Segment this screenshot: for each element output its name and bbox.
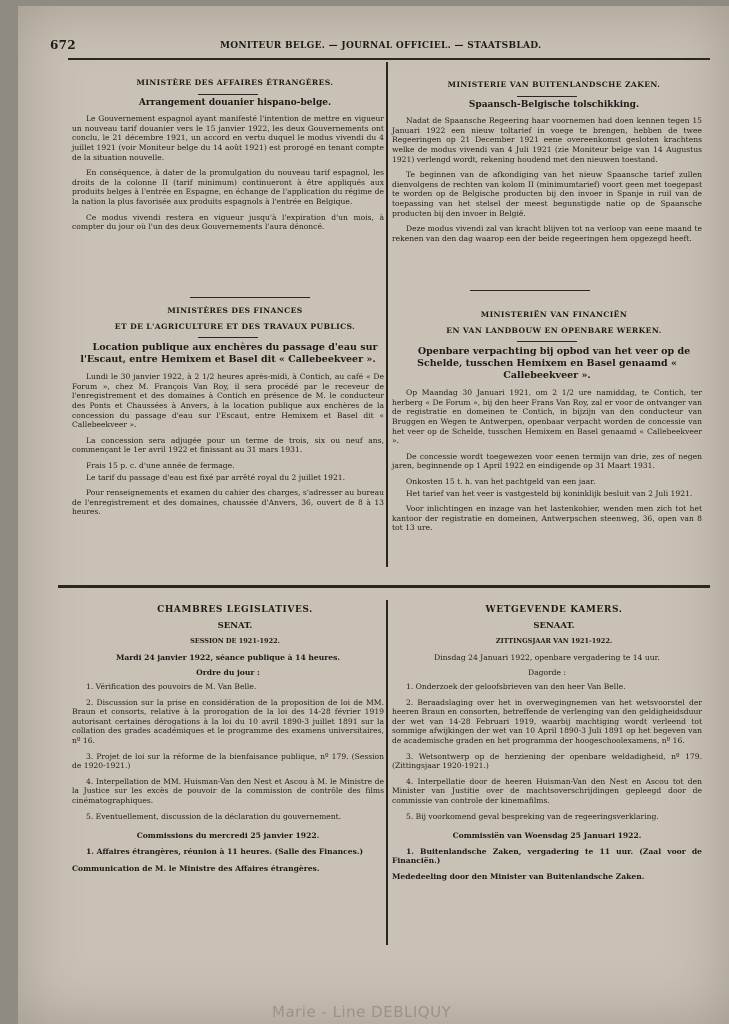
chamber-title: CHAMBRES LEGISLATIVES. bbox=[157, 605, 313, 615]
agenda-item: 3. Projet de loi sur la réforme de la bienfaisance publique, nº 179. (Session de 1920-1921.) bbox=[72, 751, 384, 771]
paragraph: Het tarief van het veer is vastgesteld bij koninklijk besluit van 2 Juli 1921. bbox=[406, 488, 693, 498]
chamber-title: WETGEVENDE KAMERS. bbox=[485, 605, 623, 615]
paragraph: Voor inlichtingen en inzage van het lastenkohier, wenden men zich tot het kantoor der registratie en domeinen, Antwerpschen steenweg, 36, open van 8 tot 13 ure. bbox=[392, 504, 702, 533]
paragraph: Deze modus vivendi zal van kracht blijven tot na verloop van eene maand te rekenen van den dag waarop een der beide regeeringen hem opgezegd heeft. bbox=[392, 224, 702, 243]
watermark: Marie - Line DEBLIQUY bbox=[272, 1003, 452, 1021]
paragraph: Pour renseignements et examen du cahier des charges, s'adresser au bureau de l'enregistrement et des domaines, chaussée d'Anvers, 36, ouvert de 8 à 13 heures. bbox=[72, 488, 384, 517]
paragraph: Nadat de Spaansche Regeering haar voornemen had doen kennen tegen 15 Januari 1922 een nieuw toltarief in voege te brengen, hebben de twee Regeeringen op 21 December 1921 eene overeenkomst gesloten krachtens welke de modus vivendi van 4 Juli 1921 (zie Moniteur belge van 14 Augustus 1921) verlengd wordt, rekening houdend met den nieuwen toestand. bbox=[392, 116, 702, 164]
ministry-title: MINISTÈRES DES FINANCES bbox=[167, 306, 303, 315]
top-column-divider bbox=[386, 62, 388, 567]
senate-title: SENAAT. bbox=[533, 620, 575, 631]
ferry-lease-notice-nl bbox=[392, 310, 702, 539]
foreign-affairs-notice-fr bbox=[72, 78, 384, 238]
committee-item: 1. Affaires étrangères, réunion à 11 heures. (Salle des Finances.) bbox=[86, 846, 364, 856]
paragraph: Le tarif du passage d'eau est fixé par arrêté royal du 2 juillet 1921. bbox=[86, 472, 346, 482]
short-rule bbox=[517, 341, 577, 342]
paragraph: La concession sera adjugée pour un terme de trois, six ou neuf ans, commençant le 1er avril 1922 et finissant au 31 mars 1931. bbox=[72, 435, 384, 455]
top-left-rule bbox=[190, 297, 310, 298]
header-rule bbox=[68, 58, 710, 60]
senate-agenda-fr bbox=[72, 606, 384, 880]
ferry-lease-notice-fr bbox=[72, 306, 384, 523]
agenda-item: 1. Vérification des pouvoirs de M. Van Belle. bbox=[86, 681, 257, 691]
agenda-item: 4. Interpellation de MM. Huisman-Van den Nest et Ascou à M. le Ministre de la Justice sur les excès de pouvoir de la commission de contrôle des films cinématographiques. bbox=[72, 776, 384, 805]
section-rule bbox=[58, 585, 710, 588]
page-number: 672 bbox=[50, 38, 76, 52]
agenda-title: Dagorde : bbox=[527, 668, 566, 678]
short-rule bbox=[198, 94, 258, 95]
session-label: ZITTINGSJAAR VAN 1921-1922. bbox=[495, 637, 613, 646]
top-right-rule bbox=[470, 290, 590, 291]
communication-line: Mededeeling door den Minister van Buitenlandsche Zaken. bbox=[392, 871, 645, 881]
sitting-line: Mardi 24 janvier 1922, séance publique à 14 heures. bbox=[115, 652, 341, 662]
agenda-item: 2. Discussion sur la prise en considération de la proposition de loi de MM. Braun et consorts, relative à la prorogation de la loi des 14-28 février 1919 autorisant certaines dérogations à la loi du 10 avril 1890-3 juillet 1891 sur la collation des grades académiques et le programme des examens universitaires, nº 16. bbox=[72, 697, 384, 745]
paragraph: Onkosten 15 t. h. van het pachtgeld van een jaar. bbox=[406, 476, 596, 486]
paragraph: De concessie wordt toegewezen voor eenen termijn van drie, zes of negen jaren, beginnende op 1 April 1922 en eindigende op 31 Maart 1931. bbox=[392, 451, 702, 471]
senate-title: SENAT. bbox=[217, 620, 253, 631]
paragraph: Frais 15 p. c. d'une année de fermage. bbox=[86, 460, 235, 470]
paragraph: Le Gouvernement espagnol ayant manifesté l'intention de mettre en vigueur un nouveau tarif douanier vers le 15 janvier 1922, les deux Gouvernements ont conclu, le 21 décembre 1921, un accord en vertu duquel le modus vivendi du 4 juillet 1921 (voir Moniteur belge du 14 août 1921) est prorogé en tenant compte de la situation nouvelle. bbox=[72, 114, 384, 162]
ministry-title: MINISTERIE VAN BUITENLANDSCHE ZAKEN. bbox=[447, 80, 661, 89]
agenda-item: 4. Interpellatie door de heeren Huisman-Van den Nest en Ascou tot den Minister van Justitie over de machtsoverschrijdingen gepleegd door de commissie van controle der kinemafilms. bbox=[392, 776, 702, 805]
notice-heading: Arrangement douanier hispano-belge. bbox=[138, 97, 332, 108]
agenda-item: 5. Bij voorkomend geval bespreking van de regeeringsverklaring. bbox=[406, 811, 659, 821]
paragraph: Te beginnen van de afkondiging van het nieuw Spaansche tarief zullen dienvolgens de rechten van kolom II (minimumtarief) voort geen met toegepast te worden op de Belgische producten bij den invoer in Spanje in ruil van de toepassing van het stelsel der meest begunstigde natie op de Spaansche producten bij den invoer in België. bbox=[392, 170, 702, 218]
committee-title: Commissiën van Woensdag 25 Januari 1922. bbox=[452, 831, 642, 841]
agenda-item: 5. Eventuellement, discussion de la déclaration du gouvernement. bbox=[86, 811, 342, 821]
agenda-item: 3. Wetsontwerp op de herziening der openbare weldadigheid, nº 179. (Zittingsjaar 1920-1921.) bbox=[392, 751, 702, 771]
ministry-title: MINISTERIËN VAN FINANCIËN bbox=[480, 310, 628, 319]
paragraph: Lundi le 30 janvier 1922, à 2 1/2 heures après-midi, à Contich, au café « De Forum », chez M. François Van Roy, il sera procédé par le receveur de l'enregistrement et des domaines à Contich en présence de M. le conducteur des Ponts et Chaussées à Anvers, à la location publique aux enchères de la concession du passage d'eau sur l'Escaut, entre Hemixem et Basel dit « Callebeekveer ». bbox=[72, 372, 384, 430]
ministry-subtitle: EN VAN LANDBOUW EN OPENBARE WERKEN. bbox=[446, 325, 662, 335]
page-header bbox=[50, 38, 700, 56]
ministry-subtitle: ET DE L'AGRICULTURE ET DES TRAVAUX PUBLICS. bbox=[114, 321, 356, 331]
bottom-column-divider bbox=[386, 600, 388, 945]
session-label: SESSION DE 1921-1922. bbox=[190, 637, 280, 646]
paragraph: Op Maandag 30 Januari 1921, om 2 1/2 ure namiddag, te Contich, ter herberg « De Forum », bij den heer Frans Van Roy, zal er voor de ontvanger van de registratie en domeinen te Contich, in bijzijn van den conducteur van Bruggen en Wegen te Antwerpen, openbaar verpacht worden de concessie van het veer op de Schelde, tusschen Hemixem en Basel genaamd « Callebeekveer ». bbox=[392, 388, 702, 446]
short-rule bbox=[517, 96, 577, 97]
foreign-affairs-notice-nl bbox=[392, 80, 702, 249]
committee-item: 1. Buitenlandsche Zaken, vergadering te 11 uur. (Zaal voor de Financiën.) bbox=[392, 846, 702, 866]
ministry-title: MINISTÈRE DES AFFAIRES ÉTRANGÈRES. bbox=[136, 78, 334, 87]
short-rule bbox=[198, 337, 258, 338]
communication-line: Communication de M. le Ministre des Affaires étrangères. bbox=[72, 864, 320, 874]
journal-title: MONITEUR BELGE. — JOURNAL OFFICIEL. — STAATSBLAD. bbox=[220, 41, 542, 51]
sitting-line: Dinsdag 24 Januari 1922, openbare vergadering te 14 uur. bbox=[434, 652, 660, 662]
agenda-item: 1. Onderzoek der geloofsbrieven van den heer Van Belle. bbox=[406, 681, 626, 691]
paragraph: En conséquence, à dater de la promulgation du nouveau tarif espagnol, les droits de la colonne II (tarif minimum) continueront à être appliqués aux produits belges à l'entrée en Espagne, en échange de l'application du régime de la nation la plus favorisée aux produits espagnols à l'entrée en Belgique. bbox=[72, 168, 384, 206]
agenda-title: Ordre du jour : bbox=[196, 668, 260, 678]
committee-title: Commissions du mercredi 25 janvier 1922. bbox=[136, 831, 320, 841]
agenda-item: 2. Beraadslaging over het in overwegingnemen van het wetsvoorstel der heeren Braun en consorten, betreffende de verlenging van den geldigheidsduur der wet van 14-28 Februari 1919, waarbij machtiging wordt verleend tot sommige afwijkingen der wet van 10 April 1890-3 Juli 1891 op het begeven van de academische graden en het programma der hoogeschoolexamens, nº 16. bbox=[392, 697, 702, 745]
notice-heading: Openbare verpachting bij opbod van het veer op de Schelde, tusschen Hemixem en Basel genaamd « Callebeekveer ». bbox=[417, 346, 691, 382]
paragraph: Ce modus vivendi restera en vigueur jusqu'à l'expiration d'un mois, à compter du jour où l'un des deux Gouvernements l'aura dénoncé. bbox=[72, 212, 384, 232]
notice-heading: Location publique aux enchères du passage d'eau sur l'Escaut, entre Hemixem et Basel dit « Callebeekveer ». bbox=[80, 342, 378, 366]
senate-agenda-nl bbox=[392, 606, 702, 887]
notice-heading: Spaansch-Belgische tolschikking. bbox=[468, 99, 640, 110]
